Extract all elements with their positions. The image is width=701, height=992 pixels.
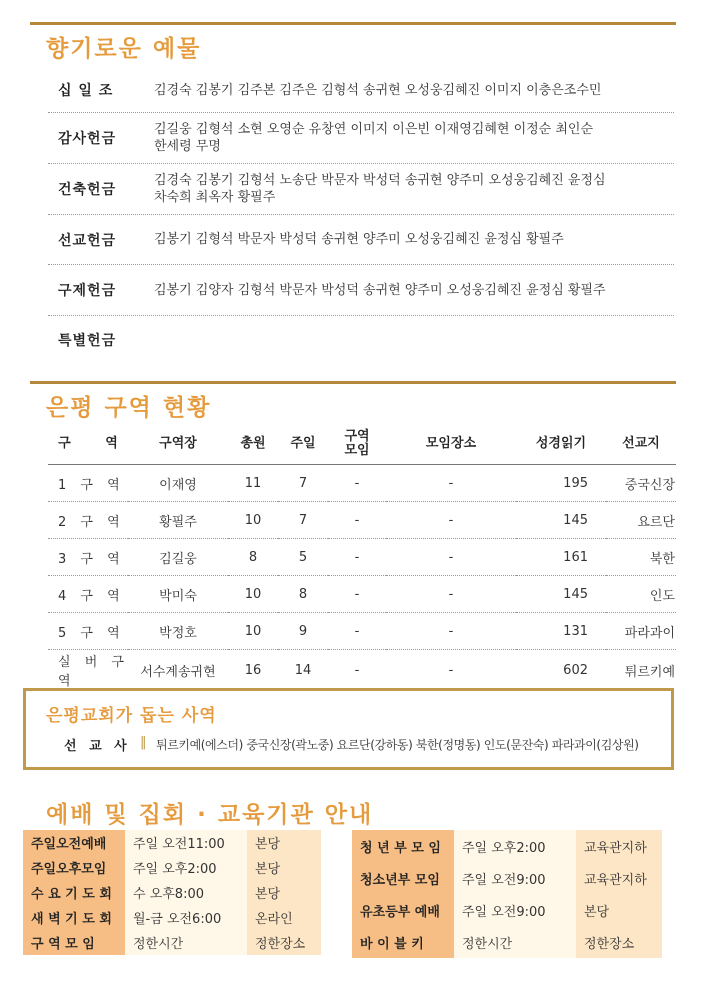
district-table [48, 424, 676, 690]
offering-label: 건축헌금 [58, 182, 117, 198]
offerings-title: 향기로운 예물 [46, 36, 202, 62]
cell-leader: 김길웅 [128, 539, 228, 576]
cell-sunday: 7 [278, 502, 328, 539]
header-leader: 구역장 [128, 424, 228, 465]
cell-total: 10 [228, 576, 278, 613]
schedule-row [23, 880, 321, 905]
worship-table-left [23, 830, 321, 955]
schedule-time: 정한시간 [454, 926, 576, 958]
offering-names: 김경숙 김봉기 김주본 김주은 김형석 송귀현 오성웅김혜진 이미지 이충은조수민 [154, 82, 602, 98]
schedule-time: 정한시간 [125, 930, 247, 955]
cell-total: 8 [228, 539, 278, 576]
schedule-row [352, 830, 662, 862]
cell-total: 10 [228, 502, 278, 539]
cell-leader: 박미숙 [128, 576, 228, 613]
header-mission: 선교지 [606, 424, 676, 465]
districts-title: 은평 구역 현황 [46, 395, 212, 421]
table-row [48, 613, 676, 650]
cell-leader: 서수계송귀현 [140, 664, 216, 680]
mission-label: 선 교 사 [64, 739, 131, 754]
worship-table-right [352, 830, 662, 958]
cell-meeting: - [354, 662, 360, 678]
schedule-label: 바 이 블 키 [352, 926, 454, 958]
cell-place: - [386, 613, 516, 650]
cell-bible: 145 [516, 576, 606, 613]
schedule-row [23, 855, 321, 880]
schedule-label: 청소년부 모임 [352, 862, 454, 894]
cell-mission: 중국신장 [606, 465, 676, 502]
schedule-time: 주일 오전9:00 [454, 862, 576, 894]
cell-place: - [386, 576, 516, 613]
table-row [48, 539, 676, 576]
cell-place: - [386, 465, 516, 502]
cell-district: 2 구 역 [48, 502, 128, 539]
cell-leader: 이재영 [128, 465, 228, 502]
header-meeting: 구역 모임 [328, 424, 386, 465]
cell-district: 5 구 역 [48, 613, 128, 650]
schedule-row [352, 894, 662, 926]
header-place: 모임장소 [386, 424, 516, 465]
offering-label: 선교헌금 [58, 232, 117, 249]
mission-separator: ‖ [140, 735, 147, 750]
offering-names: 김길웅 김형석 소현 오영순 유창연 이미지 이은빈 이재영김혜현 이정순 최인순 한세령 무명 [154, 122, 594, 154]
cell-district: 실 버 구 역 [58, 655, 124, 689]
offering-label: 십 일 조 [58, 83, 114, 99]
cell-mission: 인도 [606, 576, 676, 613]
cell-bible: 195 [516, 465, 606, 502]
schedule-label: 새 벽 기 도 회 [23, 905, 125, 930]
cell-leader: 황필주 [128, 502, 228, 539]
cell-meeting: - [328, 539, 386, 576]
schedule-label: 주일오후모임 [23, 855, 125, 880]
offering-row [48, 164, 674, 215]
table-row [48, 465, 676, 502]
cell-mission: 북한 [606, 539, 676, 576]
cell-bible: 131 [516, 613, 606, 650]
offering-names: 김봉기 김형석 박문자 박성덕 송귀현 양주미 오성웅김혜진 윤정심 황필주 [154, 232, 564, 247]
schedule-label: 수 요 기 도 회 [23, 880, 125, 905]
schedule-row [23, 930, 321, 955]
cell-meeting: - [328, 502, 386, 539]
schedule-time: 월-금 오전6:00 [125, 905, 247, 930]
cell-bible: 145 [516, 502, 606, 539]
schedule-time: 수 오후8:00 [125, 880, 247, 905]
mission-box [23, 688, 674, 770]
schedule-time: 주일 오전9:00 [454, 894, 576, 926]
schedule-label: 구 역 모 임 [23, 930, 125, 955]
cell-total: 11 [228, 465, 278, 502]
cell-bible: 602 [563, 662, 588, 678]
cell-place: - [386, 502, 516, 539]
schedule-place: 교육관지하 [576, 862, 662, 894]
offering-names: 김봉기 김양자 김형석 박문자 박성덕 송귀현 양주미 오성웅김혜진 윤정심 황필주 [154, 282, 606, 298]
offering-row [48, 68, 674, 113]
top-rule [30, 22, 676, 25]
schedule-time: 주일 오후2:00 [125, 855, 247, 880]
schedule-place: 온라인 [247, 905, 321, 930]
offering-label: 구제헌금 [58, 283, 117, 299]
cell-mission: 튀르키예 [624, 664, 675, 680]
schedule-place: 본당 [247, 855, 321, 880]
schedule-label: 청 년 부 모 임 [352, 830, 454, 862]
mission-title: 은평교회가 돕는 사역 [46, 706, 217, 726]
cell-sunday: 7 [278, 465, 328, 502]
cell-leader: 박정호 [128, 613, 228, 650]
offering-label: 감사헌금 [58, 131, 117, 147]
cell-sunday: 14 [294, 662, 312, 678]
offering-row [48, 316, 674, 364]
schedule-row [23, 830, 321, 855]
districts-rule [30, 381, 676, 384]
schedule-place: 정한장소 [247, 930, 321, 955]
cell-meeting: - [328, 576, 386, 613]
schedule-row [352, 862, 662, 894]
table-row [48, 650, 676, 691]
table-header-row [48, 424, 676, 465]
cell-mission: 요르단 [606, 502, 676, 539]
cell-bible: 161 [516, 539, 606, 576]
cell-district: 4 구 역 [48, 576, 128, 613]
schedule-place: 본당 [247, 830, 321, 855]
schedule-place: 정한장소 [576, 926, 662, 958]
cell-total: 10 [228, 613, 278, 650]
schedule-label: 유초등부 예배 [352, 894, 454, 926]
schedule-row [23, 905, 321, 930]
schedule-time: 주일 오후2:00 [454, 830, 576, 862]
schedule-place: 본당 [247, 880, 321, 905]
offering-row [48, 265, 674, 316]
offering-row [48, 215, 674, 265]
schedule-row [352, 926, 662, 958]
mission-text: 튀르키예(에스더) 중국신장(곽노중) 요르단(강하동) 북한(정명동) 인도(문잔숙) 파라과이(김상원) [156, 738, 639, 752]
cell-total: 16 [244, 662, 262, 678]
schedule-place: 교육관지하 [576, 830, 662, 862]
cell-place: - [448, 662, 454, 678]
cell-district: 1 구 역 [48, 465, 128, 502]
schedule-label: 주일오전예배 [23, 830, 125, 855]
header-sunday: 주일 [278, 424, 328, 465]
cell-sunday: 8 [278, 576, 328, 613]
cell-sunday: 5 [278, 539, 328, 576]
worship-title: 예배 및 집회 · 교육기관 안내 [46, 802, 374, 828]
cell-mission: 파라과이 [606, 613, 676, 650]
offering-names: 김경숙 김봉기 김형석 노송단 박문자 박성덕 송귀현 양주미 오성웅김혜진 윤정심 차숙희 최옥자 황필주 [154, 173, 606, 205]
offering-label: 특별헌금 [58, 333, 117, 349]
table-row [48, 576, 676, 613]
cell-place: - [386, 539, 516, 576]
table-row [48, 502, 676, 539]
cell-meeting: - [328, 613, 386, 650]
header-district: 구 역 [48, 424, 128, 465]
schedule-place: 본당 [576, 894, 662, 926]
header-bible: 성경읽기 [516, 424, 606, 465]
cell-sunday: 9 [278, 613, 328, 650]
header-total: 총원 [228, 424, 278, 465]
cell-meeting: - [328, 465, 386, 502]
schedule-time: 주일 오전11:00 [125, 830, 247, 855]
cell-district: 3 구 역 [48, 539, 128, 576]
offering-row [48, 113, 674, 164]
